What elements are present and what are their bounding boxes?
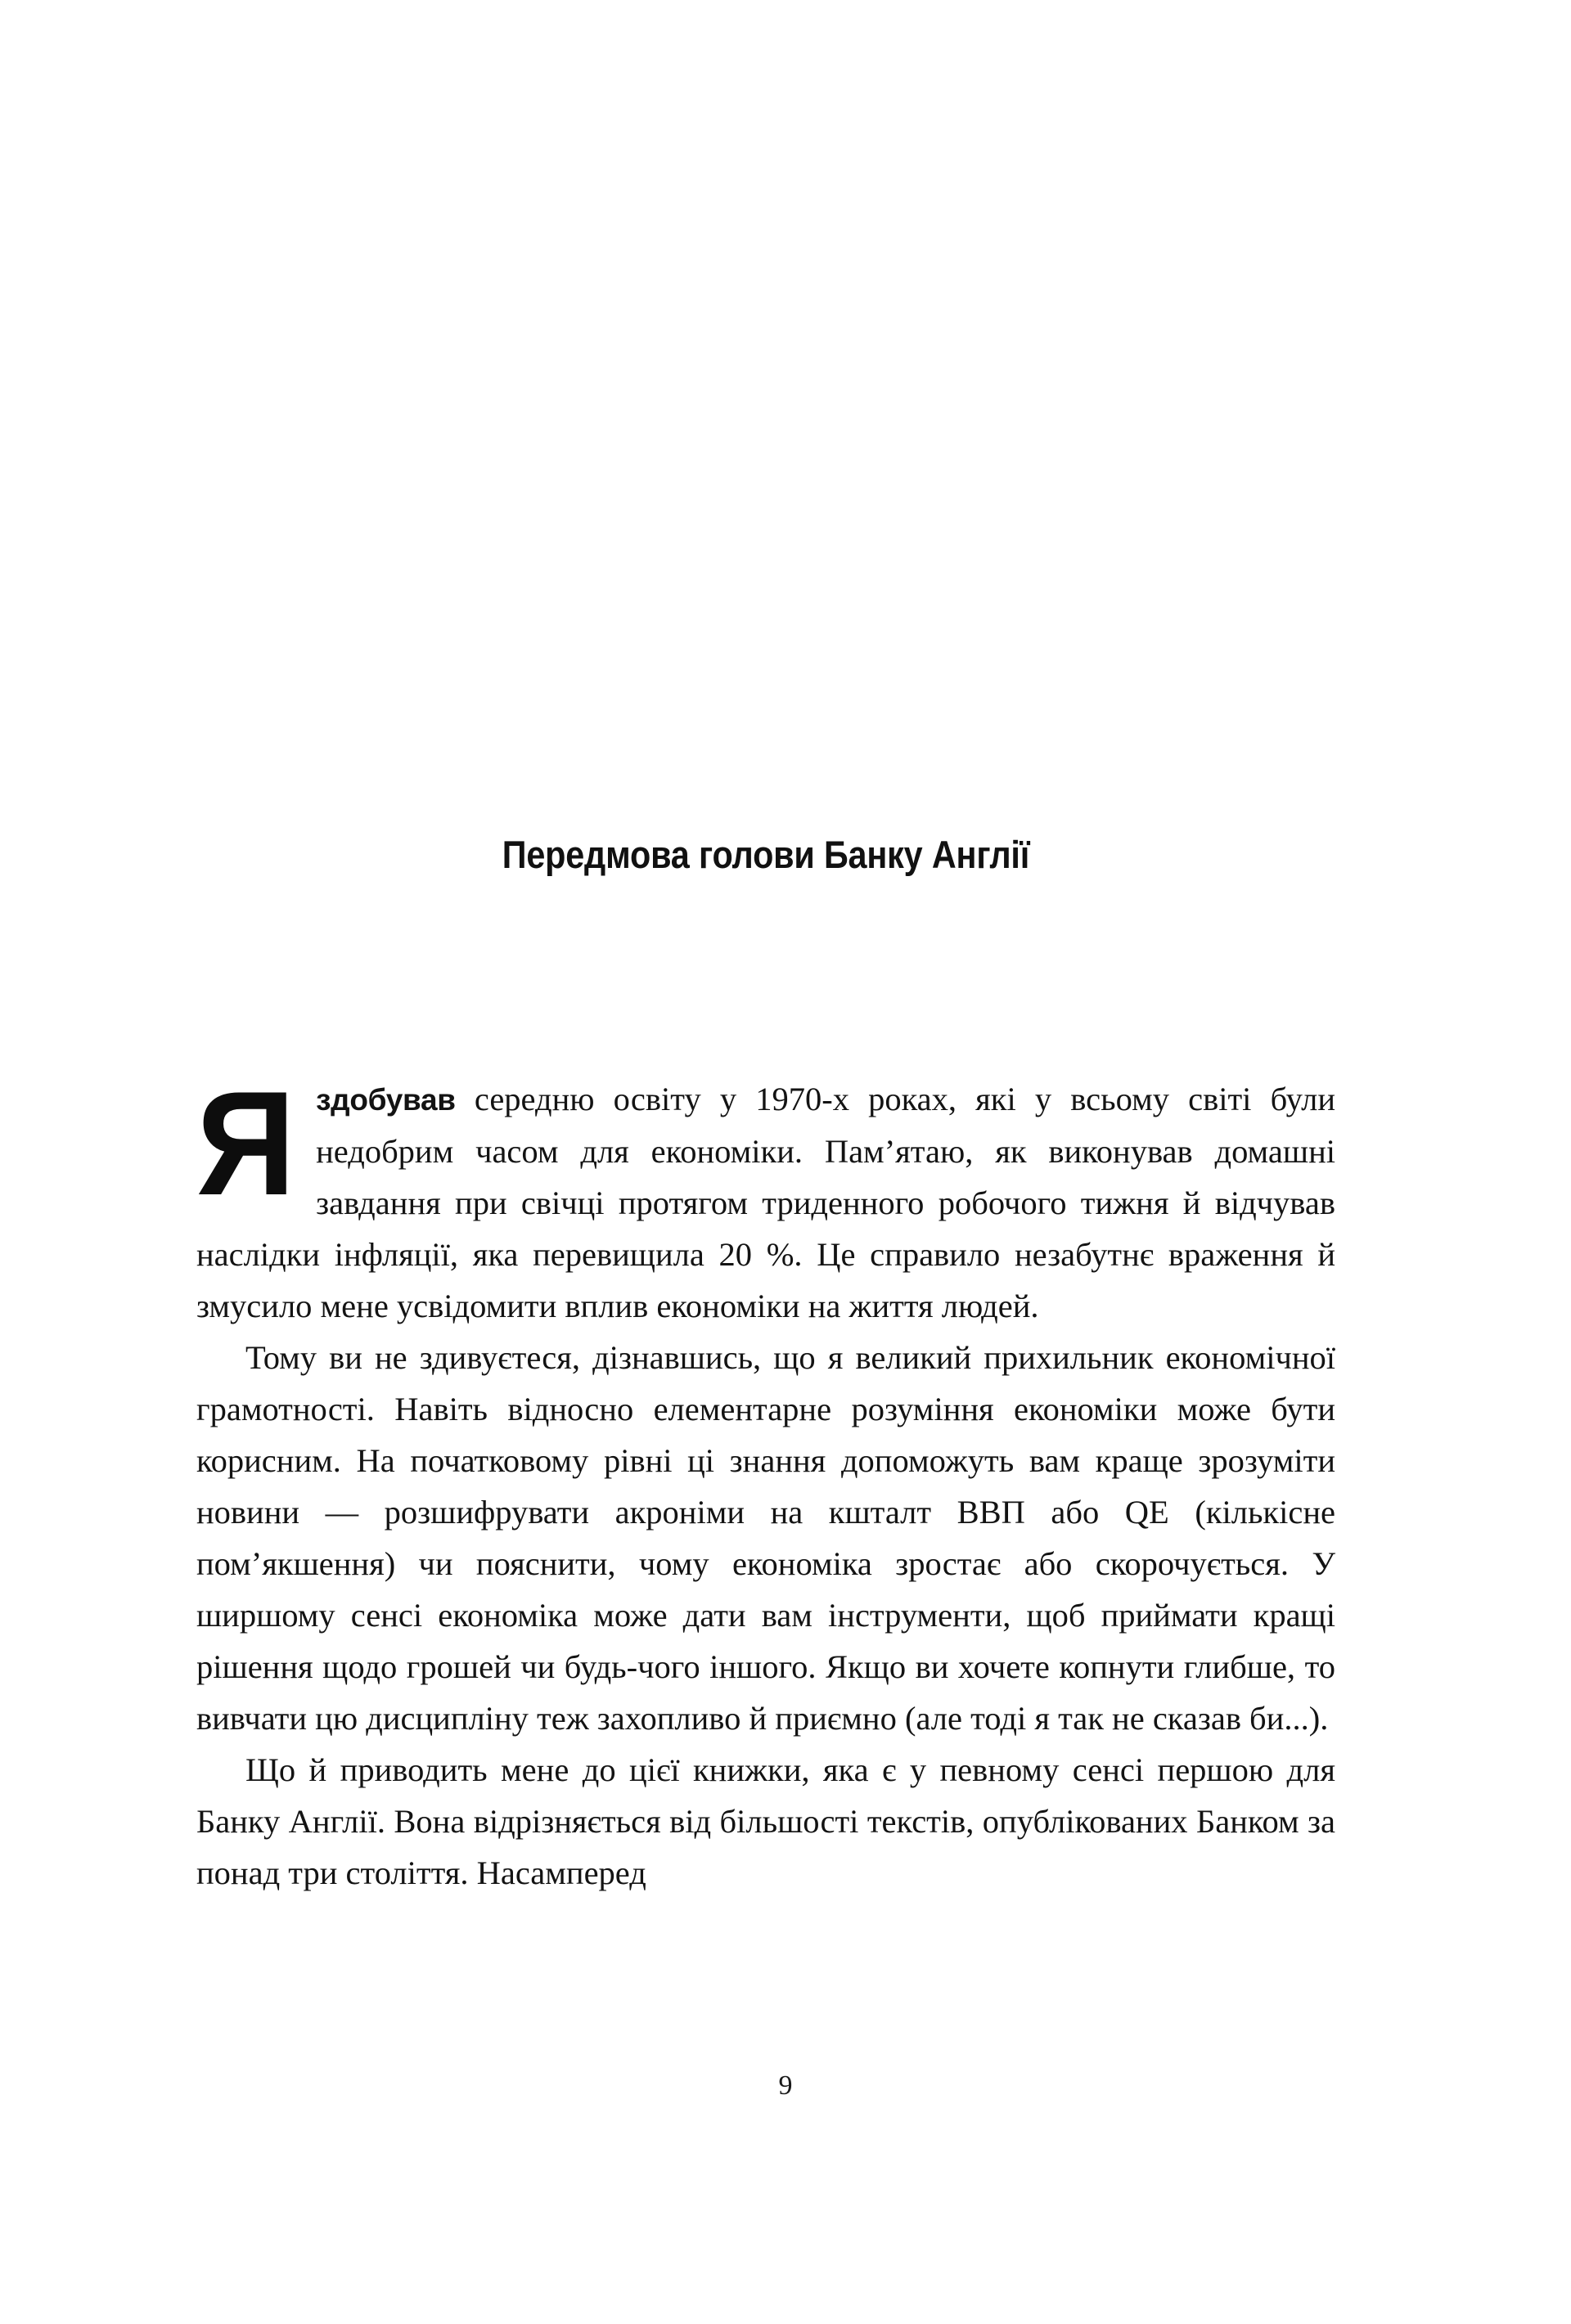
body-text-block bbox=[196, 1061, 1335, 1899]
page-number: 9 bbox=[778, 2070, 793, 2101]
lead-in-phrase: здобував bbox=[316, 1083, 456, 1117]
paragraph-3-text: Що й приводить мене до цієї книжки, яка є у певному сенсі першою для Банку Англії. Вона відрізняється від більшості текстів, опублікованих Банком за понад три століття. Насамперед bbox=[196, 1751, 1335, 1891]
paragraph-1-text: середню освіту у 1970-х роках, які у всьому світі були недобрим часом для економіки. Пам’ятаю, як виконував домашні завдання при свічці протягом триденного робочого тижня й відчував наслідки інфляції, яка перевищила 20 %. Це справило незабутнє враження й змусило мене усвідомити вплив економіки на життя людей. bbox=[196, 1081, 1335, 1324]
page-title: Передмова голови Банку Англії bbox=[502, 833, 1030, 877]
paragraph-2-text: Тому ви не здивуєтеся, дізнавшись, що я великий прихильник економічної грамотності. Навіть відносно елементарне розуміння економіки може бути корисним. На початковому рівні ці знання допоможуть вам краще зрозуміти новини — розшифрувати акроніми на кшталт ВВП або QE (кількісне пом’якшення) чи пояснити, чому економіка зростає або скорочується. У ширшому сенсі економіка може дати вам інструменти, щоб приймати кращі рішення щодо грошей чи будь-чого іншого. Якщо ви хочете копнути глибше, то вивчати цю дисципліну теж захопливо й приємно (але тоді я так не сказав би...). bbox=[196, 1339, 1335, 1737]
drop-cap: Я bbox=[196, 1061, 295, 1226]
paragraph-2 bbox=[196, 1332, 1335, 1744]
paragraph-3 bbox=[196, 1744, 1335, 1899]
paragraph-1 bbox=[196, 1061, 1335, 1332]
